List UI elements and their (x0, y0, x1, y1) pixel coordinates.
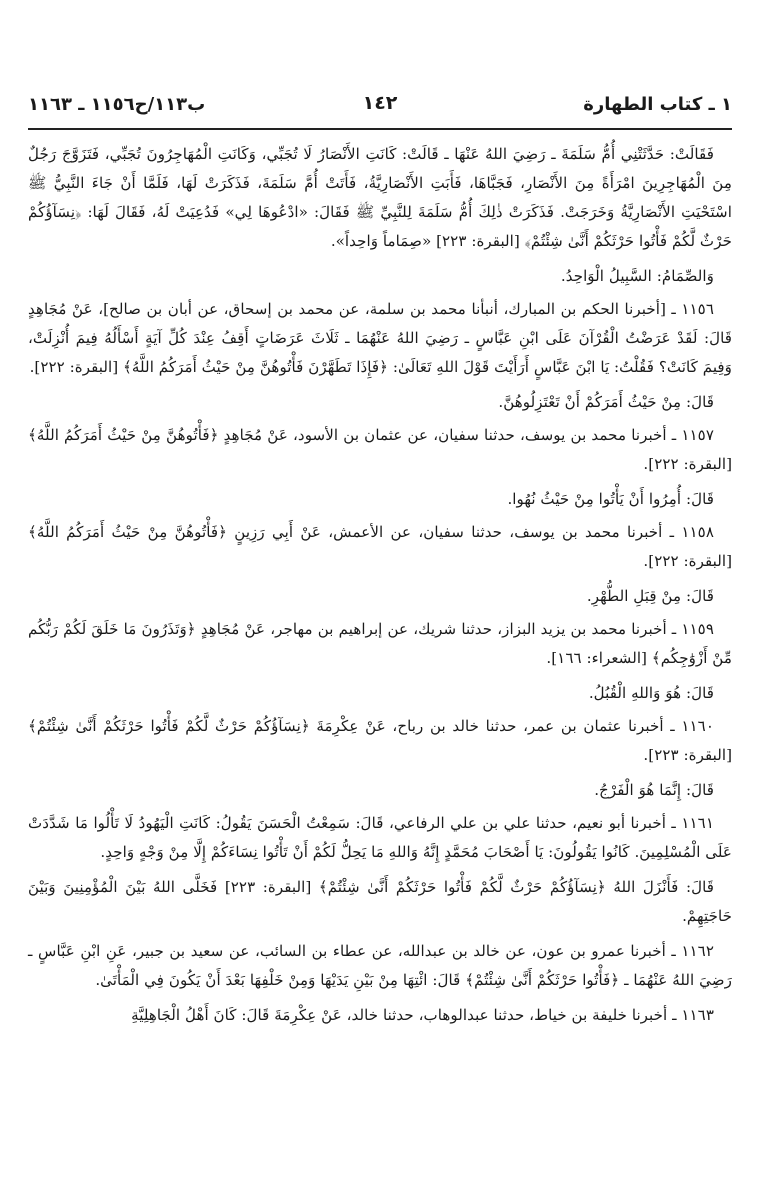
paragraph: قَالَ: مِنْ حَيْثُ أَمَرَكُمْ أَنْ تَعْتَزِلُوهُنَّ. (498, 393, 714, 411)
page-body (28, 140, 732, 1030)
hadith-1161: ١١٦١ ـ أخبرنا أبو نعيم، حدثنا علي بن علي الرفاعي، قَالَ: سَمِعْتُ الْحَسَنَ يَقُولُ: كَانَتِ الْيَهُودُ لَا تَأْلُوا مَا شَدَّدَتْ عَلَى الْمُسْلِمِينَ. كَانُوا يَقُولُونَ: يَا أَصْحَابَ مُحَمَّدٍ إِنَّهُ وَاللهِ مَا يَحِلُّ لَكُمْ أَنْ تَأْتُوا نِسَاءَكُمْ إِلَّا مِنْ وَجْهٍ وَاحِدٍ. (28, 814, 732, 861)
paragraph: قَالَ: إِنَّمَا هُوَ الْفَرْجُ. (594, 781, 714, 799)
hadith-range-ref: ب١١٣/ح١١٥٦ ـ ١١٦٣ (28, 94, 206, 115)
paragraph: قَالَ: هُوَ وَاللهِ الْقُبُلُ. (588, 684, 714, 702)
book-page (28, 86, 732, 1175)
paragraph: فَقَالَتْ: حَدَّثَتْنِي أُمُّ سَلَمَةَ ـ رَضِيَ اللهُ عَنْهَا ـ قَالَتْ: كَانَتِ الأَنْصَارُ لَا تُجَبِّي، وَكَانَتِ الْمُهَاجِرُونَ تُجَبِّي، فَتَزَوَّجَ رَجُلٌ مِنَ الْمُهَاجِرِينَ امْرَأَةً مِنَ الأَنْصَارِ، فَجَبَّاهَا، فَأَبَتِ الأَنْصَارِيَّةُ، فَأَتَتْ أُمَّ سَلَمَةَ، فَذَكَرَتْ لَهَا، فَلَمَّا أَنْ جَاءَ النَّبِيُّ ﷺ اسْتَحْيَتِ الأَنْصَارِيَّةُ وَخَرَجَتْ. فَذَكَرَتْ ذٰلِكَ أُمُّ سَلَمَةَ لِلنَّبِيِّ ﷺ فَقَالَ: «ادْعُوهَا لِي» فَدُعِيَتْ لَهُ، فَقَالَ لَهَا: ﴿نِسَآؤُكُمْ حَرْثٌ لَّكُمْ فَأْتُوا حَرْثَكُمْ أَنَّىٰ شِئْتُمْ﴾ [البقرة: ٢٢٣] «صِمَاماً وَاحِداً». (28, 145, 732, 250)
hadith-1156: ١١٥٦ ـ [أخبرنا الحكم بن المبارك، أنبأنا محمد بن سلمة، عن محمد بن إسحاق، عن أبان بن صالح]، عَنْ مُجَاهِدٍ قَالَ: لَقَدْ عَرَضْتُ الْقُرْآنَ عَلَى ابْنِ عَبَّاسٍ ـ رَضِيَ اللهُ عَنْهُمَا ـ ثَلَاثَ عَرَضَاتٍ أَقِفُ عِنْدَ كُلِّ آيَةٍ أَسْأَلُهُ فِيمَ أُنْزِلَتْ، وَفِيمَ كَانَتْ؟ فَقُلْتُ: يَا ابْنَ عَبَّاسٍ أَرَأَيْتَ قَوْلَ اللهِ تَعَالَىٰ: ﴿فَإِذَا تَطَهَّرْنَ فَأْتُوهُنَّ مِنْ حَيْثُ أَمَرَكُمُ اللَّهُ﴾ [البقرة: ٢٢٢]. (28, 300, 732, 376)
hadith-1158: ١١٥٨ ـ أخبرنا محمد بن يوسف، حدثنا سفيان، عن الأعمش، عَنْ أَبِي رَزِينٍ ﴿فَأْتُوهُنَّ مِنْ حَيْثُ أَمَرَكُمُ اللَّهُ﴾ [البقرة: ٢٢٢]. (28, 523, 732, 570)
page-header (28, 86, 732, 126)
paragraph: قَالَ: مِنْ قِبَلِ الطُّهْرِ. (586, 587, 714, 605)
hadith-1159: ١١٥٩ ـ أخبرنا محمد بن يزيد البزاز، حدثنا شريك، عن إبراهيم بن مهاجر، عَنْ مُجَاهِدٍ ﴿وَتَذَرُونَ مَا خَلَقَ لَكُمْ رَبُّكُم مِّنْ أَزْوَٰجِكُم﴾ [الشعراء: ١٦٦]. (28, 620, 732, 667)
paragraph: قَالَ: فَأَنْزَلَ اللهُ ﴿نِسَآؤُكُمْ حَرْثٌ لَّكُمْ فَأْتُوا حَرْثَكُمْ أَنَّىٰ شِئْتُمْ﴾ [البقرة: ٢٢٣] فَخَلَّى اللهُ بَيْنَ الْمُؤْمِنِينَ وَبَيْنَ حَاجَتِهِمْ. (28, 878, 732, 925)
chapter-title: ١ ـ كتاب الطهارة (583, 94, 732, 115)
paragraph: قَالَ: أُمِرُوا أَنْ يَأْتُوا مِنْ حَيْثُ نُهُوا. (507, 490, 714, 508)
paragraph: وَالصِّمَامُ: السَّبِيلُ الْوَاحِدُ. (560, 267, 714, 285)
header-divider (28, 128, 732, 130)
hadith-1162: ١١٦٢ ـ أخبرنا عمرو بن عون، عن خالد بن عبدالله، عن عطاء بن السائب، عن سعيد بن جبير، عَنِ ابْنِ عَبَّاسٍ ـ رَضِيَ اللهُ عَنْهُمَا ـ ﴿فَأْتُوا حَرْثَكُمْ أَنَّىٰ شِئْتُمْ﴾ قَالَ: ائْتِهَا مِنْ بَيْنِ يَدَيْهَا وَمِنْ خَلْفِهَا بَعْدَ أَنْ يَكُونَ فِي الْمَأْتَىٰ. (28, 942, 732, 989)
hadith-1157: ١١٥٧ ـ أخبرنا محمد بن يوسف، حدثنا سفيان، عن عثمان بن الأسود، عَنْ مُجَاهِدٍ ﴿فَأْتُوهُنَّ مِنْ حَيْثُ أَمَرَكُمُ اللَّهُ﴾ [البقرة: ٢٢٢]. (28, 426, 732, 473)
hadith-1160: ١١٦٠ ـ أخبرنا عثمان بن عمر، حدثنا خالد بن رباح، عَنْ عِكْرِمَةَ ﴿نِسَآؤُكُمْ حَرْثٌ لَّكُمْ فَأْتُوا حَرْثَكُمْ أَنَّىٰ شِئْتُمْ﴾ [البقرة: ٢٢٣]. (28, 717, 732, 764)
hadith-1163: ١١٦٣ ـ أخبرنا خليفة بن خياط، حدثنا عبدالوهاب، حدثنا خالد، عَنْ عِكْرِمَةَ قَالَ: كَانَ أَهْلُ الْجَاهِلِيَّةِ (131, 1006, 714, 1024)
page-number: ١٤٢ (362, 92, 398, 114)
